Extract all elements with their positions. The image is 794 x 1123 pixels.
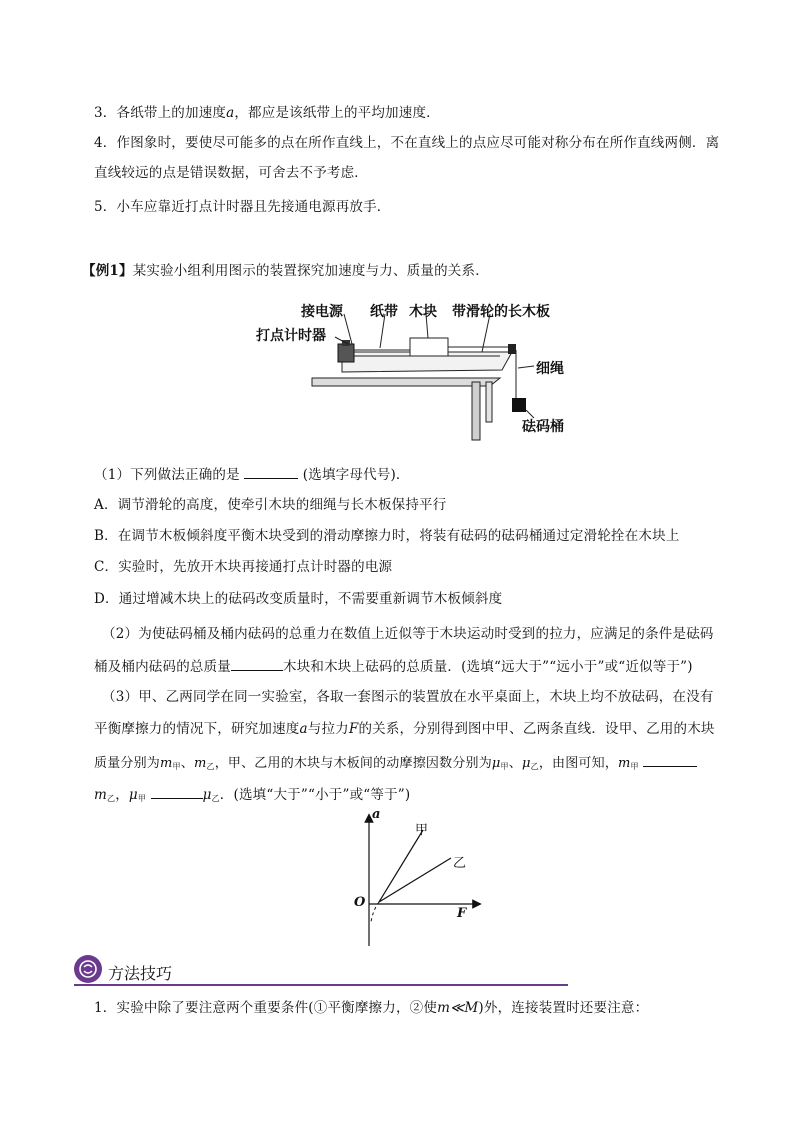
label-timer: 打点计时器 xyxy=(256,328,326,344)
q3-blank-1 xyxy=(643,752,697,767)
q1-blank xyxy=(244,464,298,479)
table-leg-back xyxy=(486,382,492,422)
line-jia xyxy=(379,830,423,902)
example-intro: 【例1】某实验小组利用图示的装置探究加速度与力、质量的关系． xyxy=(82,263,489,279)
graph-y-label: a xyxy=(372,807,381,822)
q3-line1: （3）甲、乙两同学在同一实验室，各取一套图示的装置放在水平桌面上，木块上均不放砝码，在没有 xyxy=(102,689,714,705)
wood-block xyxy=(410,338,448,356)
dashed-curve xyxy=(371,902,379,922)
graph-x-label: F xyxy=(457,906,467,921)
q1-option-b: B．在调节木板倾斜度平衡木块受到的滑动摩擦力时，将装有砝码的砝码桶通过定滑轮拴在木块上 xyxy=(94,528,680,544)
brain-icon xyxy=(74,955,102,983)
label-block: 木块 xyxy=(409,304,437,320)
line-yi xyxy=(379,858,451,902)
method-p1: 1．实验中除了要注意两个重要条件(①平衡摩擦力，②使m≪M)外，连接装置时还要注意： xyxy=(94,1000,649,1016)
q3-blank-2 xyxy=(151,784,203,799)
graph-line-yi-label: 乙 xyxy=(453,856,467,871)
method-title: 方法技巧 xyxy=(108,964,173,983)
q2-line2: 桶及桶内砝码的总质量 木块和木块上砝码的总质量．(选填“远大于”“远小于”或“近似等于”) xyxy=(94,656,693,676)
method-divider xyxy=(74,984,568,986)
example-tag: 【例1】 xyxy=(82,263,133,279)
note-4-line1: 4．作图象时，要使尽可能多的点在所作直线上，不在直线上的点应尽可能对称分布在所作直线两侧．离 xyxy=(94,135,720,151)
label-board: 带滑轮的长木板 xyxy=(452,304,550,320)
label-tape: 纸带 xyxy=(370,304,398,320)
q1-option-c: C．实验时，先放开木块再接通打点计时器的电源 xyxy=(94,559,393,575)
weight-bucket xyxy=(512,398,526,412)
label-rope: 细绳 xyxy=(536,361,564,377)
note-5: 5．小车应靠近打点计时器且先接通电源再放手． xyxy=(94,199,391,215)
q3-line3: 质量分别为m甲、m乙，甲、乙用的木块与木板间的动摩擦因数分别为μ甲、μ乙，由图可知，m甲 xyxy=(94,752,697,774)
label-bucket: 砝码桶 xyxy=(522,419,564,435)
pulley xyxy=(508,344,516,354)
label-power: 接电源 xyxy=(301,304,343,320)
q1-option-a: A．调节滑轮的高度，使牵引木块的细绳与长木板保持平行 xyxy=(94,497,447,513)
timer-device xyxy=(338,344,354,362)
q1-stem: （1）下列做法正确的是 (选填字母代号)． xyxy=(94,464,410,484)
note-4-line2: 直线较远的点是错误数据，可舍去不予考虑． xyxy=(94,165,368,181)
graph-origin-label: O xyxy=(354,895,366,910)
q3-line4: m乙，μ甲 μ乙．(选填“大于”“小于”或“等于”) xyxy=(94,784,410,806)
q2-blank xyxy=(231,656,283,671)
q2-line1: （2）为使砝码桶及桶内砝码的总重力在数值上近似等于木块运动时受到的拉力，应满足的条件是砝码 xyxy=(102,626,714,642)
note-3: 3．各纸带上的加速度a，都应是该纸带上的平均加速度． xyxy=(94,105,440,121)
graph-line-jia-label: 甲 xyxy=(415,823,429,838)
table-leg xyxy=(472,382,480,440)
q1-option-d: D．通过增减木块上的砝码改变质量时，不需要重新调节木板倾斜度 xyxy=(94,591,503,607)
q3-line2: 平衡摩擦力的情况下，研究加速度a与拉力F的关系，分别得到图中甲、乙两条直线．设甲、乙用的木块 xyxy=(94,721,715,737)
